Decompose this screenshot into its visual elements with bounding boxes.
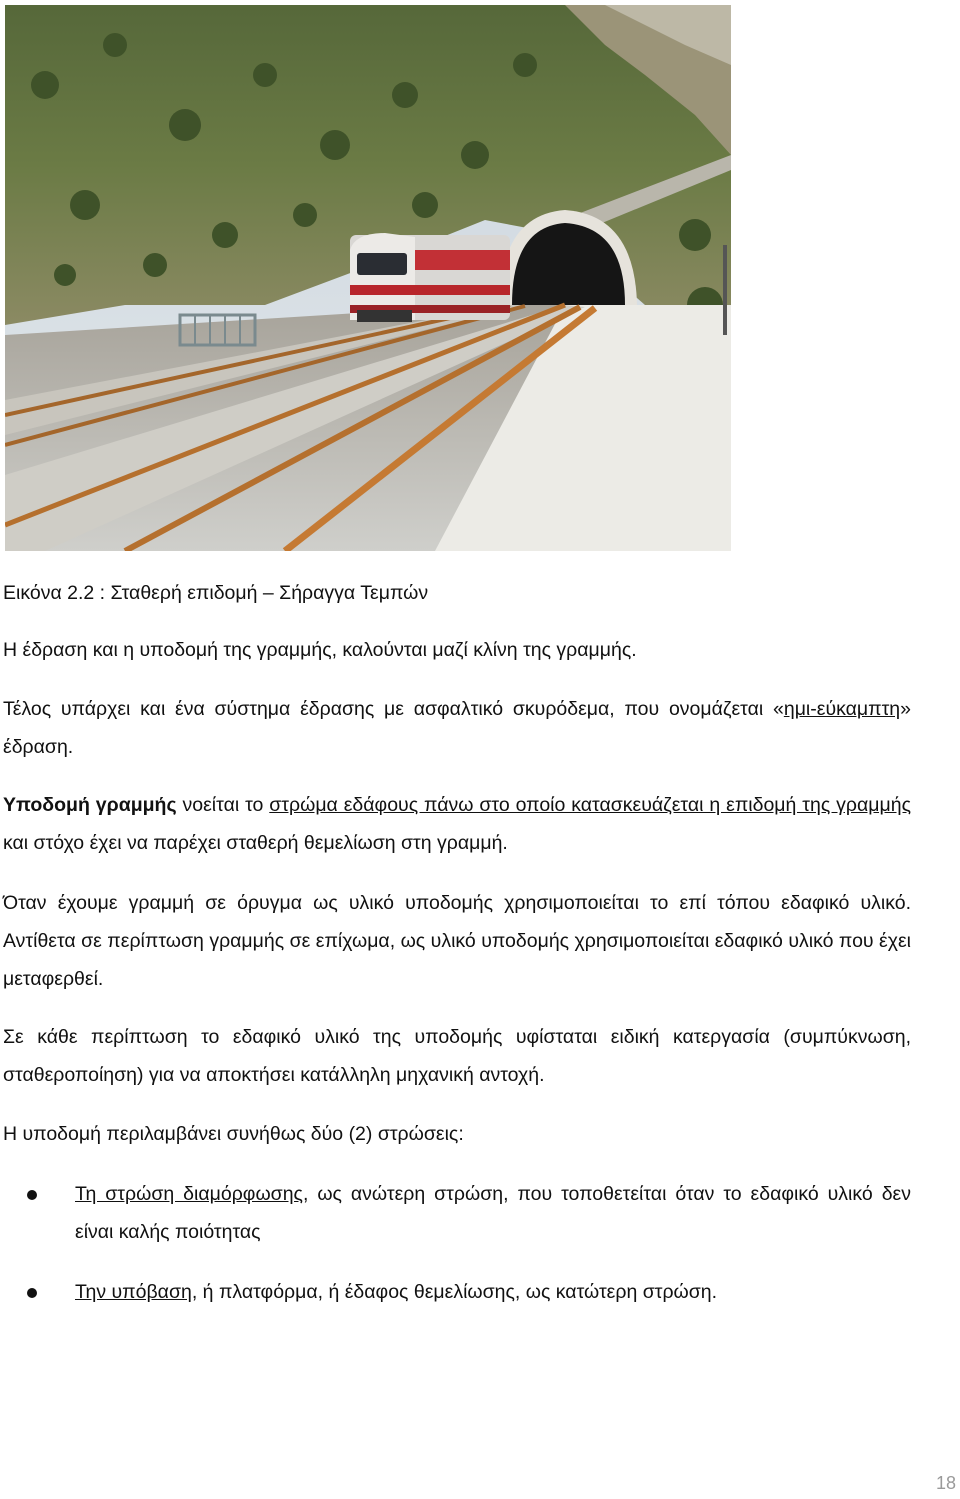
list-item [75,1273,911,1311]
list-item [75,1175,911,1251]
paragraph-6: Η υποδομή περιλαμβάνει συνήθως δύο (2) στρώσεις: [3,1123,464,1145]
paragraph-3 [3,786,911,862]
bullet-icon [27,1288,37,1298]
soil-layer-link[interactable]: στρώμα εδάφους πάνω στο οποίο κατασκευάζεται η επιδομή της γραμμής [269,794,911,816]
paragraph-4: Όταν έχουμε γραμμή σε όρυγμα ως υλικό υποδομής χρησιμοποιείται το επί τόπου εδαφικό υλικό. Αντίθετα σε περίπτωση γραμμής σε επίχωμα, ως υλικό υποδομής χρησιμοποιείται εδαφικό υλικό που έχει μεταφερθεί. [3,892,911,990]
page-number: 18 [935,1473,956,1493]
list-item-text: , ως ανώτερη στρώση, που τοποθετείται όταν το εδαφικό υλικό δεν είναι καλής ποιότητας [75,1183,911,1243]
paragraph-2-end: » έδραση. [3,698,911,758]
term-subgrade: Υποδομή γραμμής [3,794,177,816]
paragraph-1: Η έδραση και η υποδομή της γραμμής, καλούνται μαζί κλίνη της γραμμής. [3,639,637,661]
list-item-term[interactable]: Την υπόβαση [75,1281,192,1303]
figure-caption: Εικόνα 2.2 : Σταθερή επιδομή – Σήραγγα Τεμπών [3,582,429,604]
paragraph-5: Σε κάθε περίπτωση το εδαφικό υλικό της υποδομής υφίσταται ειδική κατεργασία (συμπύκνωση, σταθεροποίηση) για να αποκτήσει κατάλληλη μηχανική αντοχή. [3,1026,911,1086]
paragraph-2-text: Τέλος υπάρχει και ένα σύστημα έδρασης με ασφαλτικό σκυρόδεμα, που ονομάζεται « [3,698,784,720]
semi-flexible-link[interactable]: ημι-εύκαμπτη [783,698,901,720]
bullet-icon [27,1190,37,1200]
list-item-term[interactable]: Τη στρώση διαμόρφωσης [75,1183,303,1205]
tunnel-train-photo [5,5,731,551]
paragraph-2 [3,690,911,766]
paragraph-3-text: νοείται το [176,794,270,816]
paragraph-3-end: και στόχο έχει να παρέχει σταθερή θεμελίωση στη γραμμή. [3,832,508,854]
list-item-text: , ή πλατφόρμα, ή έδαφος θεμελίωσης, ως κατώτερη στρώση. [191,1281,718,1303]
